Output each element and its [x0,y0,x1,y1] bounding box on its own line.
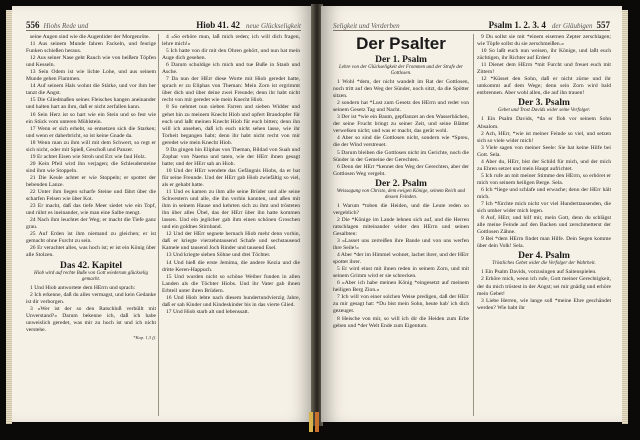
verse: 6 Darum schuldige ich mich und tue Buße in Staub und Asche. [162,62,300,76]
verse: 12 Und der HErr segnete hernach Hiob mehr denn vorhin, daß er kriegte vierzehntausend Schafe und sechstausend Kamele und tausend Joch Rinder und tausend Esel. [162,231,300,252]
right-page-number: 557 [596,20,610,30]
left-column-1 [26,34,156,416]
verse: 5 Ich rufe an mit meiner Stimme den HErrn, so erhöret er mich von seinem heiligen Berge. Sela. [477,172,611,186]
verse: 4 »So erhöre mun, laß mich reden; ich will dich fragen, lehre mich!« [162,34,300,48]
verse: 7 Ich *fürchte mich nicht vor viel Hunderttausenden, die sich umher wider mich legen. [477,201,611,215]
cross-reference: *Kap. 1,3 ff. [133,334,156,340]
verse: 1 Wohl *dem, der nicht wandelt im Rat der Gottlosen, noch tritt auf den Weg der Sünder, noch sitzt, da die Spötter sitzen. [333,79,469,100]
left-column-2 [162,34,300,416]
verse: 23 Er macht, daß das tiefe Meer siedet wie ein Topf, und rührt es ineinander, wie man eine Salbe mengt. [26,203,156,217]
book-title: Der Psalter [356,34,446,53]
verse: 20 Kein Pfeil wird ihn verjagen; die Schleudersteine sind ihm wie Stoppeln. [26,160,156,174]
left-running-head: Hiobs Rede und [43,22,89,30]
verse: 5 Darum bleiben die Gottlosen nicht im Gerichte, noch die Sünder in der Gemeine der Gerechten. [333,149,469,163]
right-book-reference: Psalm 1. 2. 3. 4 [488,20,546,30]
left-book-reference: Hiob 41. 42 [196,20,240,30]
verse: 10 Und der HErr wendete das Gefängnis Hiobs, da er bat für seine Freunde. Und der HErr gab Hiob zwiefältig so viel, als er gehabt hatte. [162,167,300,188]
column-rule [473,34,474,416]
right-column-2 [477,34,611,416]
verse: 2 Ach, HErr, *wie ist meiner Feinde so viel, und setzen sich so viele wider mich! [477,130,611,144]
verse: 14 Und hieß die erste Jemima, die andere Kezia und die dritte Keren-Happuch. [162,259,300,273]
psalm-summary: Lehre von der Glückseligkeit der Frommen und der Strafe der Gottlosen. [339,65,463,77]
left-running-head-2: neue Glückseligkeit [245,22,301,30]
verse: 13 Sein Odem ist wie lichte Lohe, und aus seinem Munde gehen Flammen. [26,69,156,83]
right-page-edges [622,10,628,424]
verse: 24 Nach ihm leuchtet der Weg; er macht die Tiefe ganz grau. [26,217,156,231]
bookmark-ribbon-orange [315,412,319,432]
right-page [321,6,622,422]
verse: seine Augen sind wie die Augenlider der Morgenröte. [30,34,150,40]
verse: 4 Aber du, HErr, bist der Schild für mich, und der mich zu Ehren setzet und mein Haupt aufrichtet. [477,158,611,172]
right-running-head-2: der Gläubigen [551,22,593,30]
verse: 5 Ich hatte von dir mit den Ohren gehört, und nun hat mein Auge dich gesehen. [162,48,300,62]
verse: 9 Du sollst sie mit *einem eisernen Zepter zerschlagen; wie Töpfe sollst du sie zerschmeißen.« [477,34,611,48]
verse: 14 Auf seinem Hals wohnt die Stärke, und vor ihm her tanzt die Angst. [26,83,156,97]
verse: 19 Er achtet Eisen wie Stroh und Erz wie faul Holz. [30,153,147,160]
left-page-number: 556 [26,20,40,30]
verse: 21 Die Keule achtet er wie Stoppeln; er spottet der bebenden Lanze. [26,174,156,188]
verse: 8 Heische von mir, so will ich dir die Heiden zum Erbe geben und *der Welt Ende zum Eigentum. [333,315,469,329]
verse: 3 »Wer ist der so den Ratschluß verhüllt mit Unverstand?« Darum bekenne ich, daß ich habe unweislich geredet, was mir zu hoch ist und ich nicht verstehe. [26,305,156,333]
verse: 9 Bei *dem HErrn findet man Hilfe. Dein Segen komme über dein Volk! Sela. [477,236,611,250]
verse: 3 Viele sagen von meiner Seele: Sie hat keine Hilfe bei Gott. Sela. [477,144,611,158]
bookmark-ribbon-gold [309,412,313,432]
verse: 5 Er wird einst mit ihnen reden in seinem Zorn, und mit seinem Grimm wird er sie schrecken. [333,266,469,280]
verse: 15 Die Gliedmaßen seines Fleisches hangen aneinander und halten hart an ihm, daß er nicht zerfallen kann. [26,97,156,111]
right-running-head: Seligkeit und Verderben [333,22,400,30]
verse: 16 Und Hiob lebte nach diesem hundertundvierzig Jahre, daß er sah Kinder und Kindeskinder bis in das vierte Glied. [162,294,300,308]
verse: 17 Und Hiob starb alt und lebenssatt. [166,308,250,315]
left-page [12,6,313,422]
verse: 11 Aus seinem Munde fahren Fackeln, und feurige Funken schießen heraus. [26,41,156,55]
verse: 12 Aus seiner Nase geht Rauch wie von heißem Töpfen und Kesseln. [26,55,156,69]
verse: 1 Ein Psalm Davids, vorzusingen auf Saitenspielen. [481,269,597,276]
verse: 2 Die *Könige im Lande lehnen sich auf, und die Herren ratschlagen miteinander wider den HErrn und seinen Gesalbten: [333,216,469,237]
verse: 7 Da nun der HErr diese Worte mit Hiob geredet hatte, sprach er zu Eliphas von Theman: Mein Zorn ist ergrimmt über dich und über deine zwei Freunde; denn ihr habt nicht recht von mir geredet wie mein Knecht Hiob. [162,76,300,104]
psalm-heading: Der 2. Psalm [375,178,427,189]
verse: 17 Wenn er sich erhebt, so entsetzen sich die Starken; und wenn er daherbricht, so ist keine Gnade da. [26,125,156,139]
verse: 7 Ich will von einer solchen Weise predigen, daß der HErr zu mir gesagt hat: *Du bist mein Sohn, heute hab' ich dich gezeuget. [333,294,469,315]
verse: 4 Aber so sind die Gottlosen nicht, sondern wie *Spreu, die der Wind verstreuet. [333,135,469,149]
psalm-heading: Der 4. Psalm [518,251,570,262]
verse: 6 Denn der HErr *kennet den Weg der Gerechten, aber der Gottlosen Weg vergeht. [333,163,469,177]
verse: 4 Aber *der im Himmel wohnet, lachet ihrer, und der HErr spottet ihrer. [333,252,469,266]
chapter-summary: Hiob wird auf rechte Buße von Gott wiederum glückselig gemacht. [33,270,149,282]
verse: 8 So nehmet nun sieben Farren und sieben Widder und gehet hin zu meinem Knecht Hiob und opfert Brandopfer für euch und laßt meinen Knecht Hiob für euch bitten; denn ihn will ich ansehen, daß ich euch nicht sehen lasse, wie ihr Torheit begangen habt; denn ihr habt nicht recht von mir geredet wie mein Knecht Hiob. [162,104,300,146]
verse: 15 Und wurden nicht so schöne Weiber funden in allen Landen als die Töchter Hiobs. Und ihr Vater gab ihnen Erbteil unter ihren Brüdern. [162,273,300,294]
psalm-summary: Tröstliches Gebet wider die Verfolger der Wahrheit. [492,261,596,267]
verse: 6 Ich *liege und schlafe und erwache; denn der HErr hält mich. [477,186,611,200]
verse: 22 Unter ihm liegen scharfe Steine und fährt über die scharfen Felsen wie über Kot. [26,189,156,203]
verse: 8 Auf, HErr, und hilf mir, mein Gott, denn du schlägst alle meine Feinde auf den Backen und zerschmetterst der Gottlosen Zähne. [477,215,611,236]
verse: 2 sondern hat *Lust zum Gesetz des HErrn und redet von seinem Gesetz Tag und Nacht. [333,100,469,114]
open-book [6,4,634,432]
verse: 25 Auf Erden ist ihm niemand zu gleichen; er ist gemacht ohne Furcht zu sein. [26,231,156,245]
right-page-header [333,16,610,31]
psalm-heading: Der 1. Psalm [375,55,427,65]
psalm-heading: Der 3. Psalm [518,98,570,109]
column-rule [158,34,159,416]
verse: 26 Er verachtet alles, was hoch ist; er ist ein König über alle Stolzen. [26,245,156,259]
verse: 9 Da gingen hin Eliphas von Theman, Bildad von Suah und Zophar von Naema und taten, wie der HErr ihnen gesagt hatte; und der HErr sah an Hiob. [162,146,300,167]
verse: 1 Und Hiob antwortete dem HErrn und sprach: [30,284,136,291]
left-page-header [26,16,301,31]
verse: 2 Ich erkenne, daß du alles vermagst, und kein Gedanke ist dir verborgen. [26,291,156,305]
verse: 3 Der ist *wie ein Baum, gepflanzet an den Wasserbächen, der seine Frucht bringt zu seiner Zeit, und seine Blätter verwelken nicht; und was er macht, das gerät wohl. [333,114,469,135]
verse: 6 »Aber ich habe meinen König *eingesetzt auf meinem heiligen Berg Zion.« [333,280,469,294]
verse: 12 *Küsset den Sohn, daß er nicht zürne und ihr umkommt auf dem Wege; denn sein Zorn wird bald entbrennen. Aber wohl allen, die auf ihn trauen! [477,76,611,97]
verse: 18 Wenn man zu ihm will mit dem Schwert, so regt er sich nicht, oder mit Spieß, Geschoß und Panzer. [26,139,156,153]
verse: 1 Warum *toben die Heiden, und die Leute reden so vergeblich? [333,202,469,216]
verse: 16 Sein Herz ist so hart wie ein Stein und so fest wie ein Stück vom unteren Mühlstein. [26,111,156,125]
right-column-1 [333,34,469,416]
verse: 13 Und kriegte sieben Söhne und drei Töchter. [166,252,271,259]
verse: 3 »Lasset uns zerreißen ihre Bande und von uns werfen ihre Seile!« [333,237,469,252]
verse: 11 Dienet dem HErrn *mit Furcht und freuet euch mit Zittern! [477,62,611,76]
psalm-summary: Gebet und Trost Davids wider seine Verfolger. [497,108,591,114]
verse: 10 So laßt euch nun weisen, ihr Könige, und laßt euch züchtigen, ihr Richter auf Erden! [477,48,611,62]
verse: 1 Ein Psalm Davids, *da er floh vor seinem Sohn Absalom. [477,116,611,130]
chapter-heading: Das 42. Kapitel [59,260,122,271]
verse: 2 Erhöre mich, wenn ich rufe, Gott meiner Gerechtigkeit, der du mich tröstest in der Angst; sei mir gnädig und erhöre mein Gebet! [477,276,611,297]
verse: 11 Und es kamen zu ihm alle seine Brüder und alle seine Schwestern und alle, die ihn vorhin kannten, und aßen mit ihm in seinem Hause und kehrten sich zu ihm und trösteten ihn über alles Übel, das der HErr über ihn hatte kommen lassen. Und ein jeglicher gab ihm einen schönen Groschen und ein goldnes Stirnband. [162,189,300,231]
verse: 3 Liebe Herren, wie lange soll *meine Ehre geschändet werden? Wie habt ihr [477,297,611,311]
psalm-summary: Weissagung von Christo, dem ewigen Könige, seinem Reich und dessen Feinden. [336,188,466,200]
